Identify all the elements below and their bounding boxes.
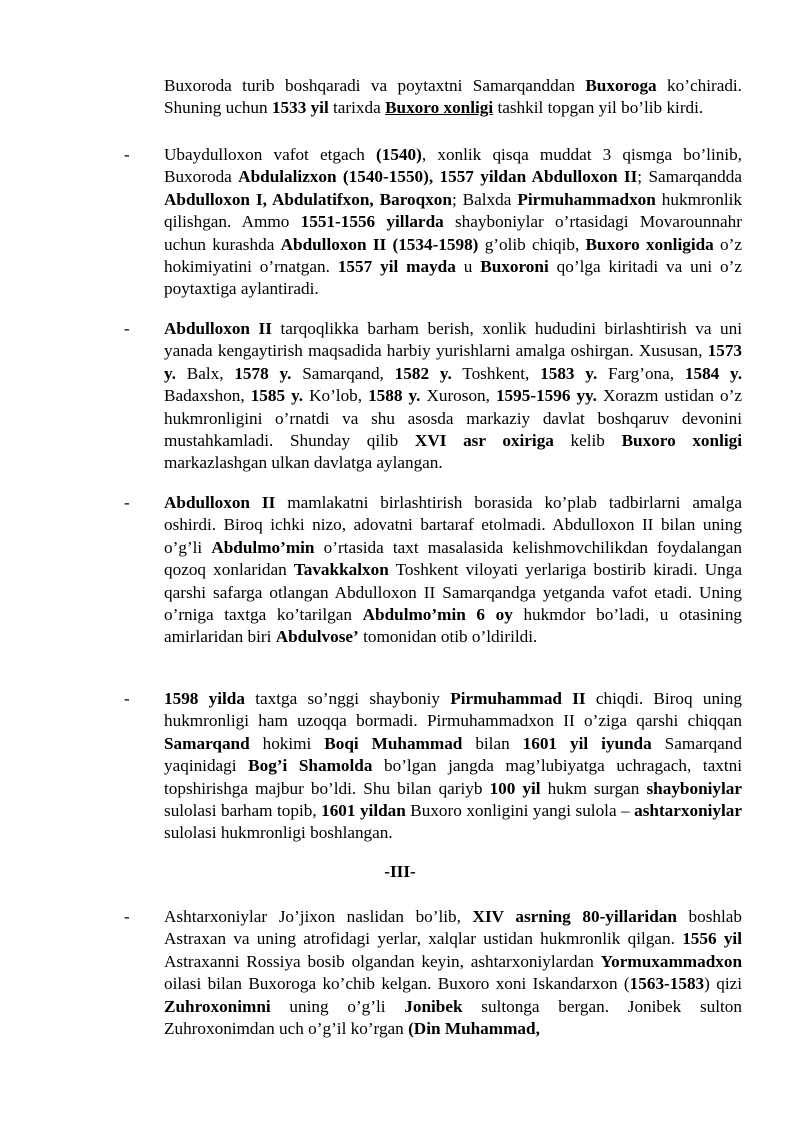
text-run: markazlashgan ulkan davlatga aylangan. (164, 453, 443, 473)
text-run: Buxoro xonligini yangi sulola – (405, 801, 635, 821)
list-bullet: - (124, 907, 130, 926)
text-run: , xonlik qisqa muddat 3 qismga bo’linib, Buxoroda (164, 145, 742, 187)
list-item-3 (164, 492, 742, 649)
list-item-1 (164, 144, 742, 301)
bold-text-run: Yormuxammadxon (600, 951, 742, 971)
bold-text-run: Buxoro xonligi (621, 431, 742, 451)
list-item-2 (164, 318, 742, 475)
text-run: Toshkent viloyati yerlariga bostirib kiradi. Unga qarshi safarga otlangan Abdulloxon II Samarqandga yetganda vafot etadi. Uning o’rniga taxtga ko’tarilgan (164, 560, 742, 625)
bold-text-run: Abdulloxon II (164, 319, 272, 338)
bold-text-run: (1540) (376, 145, 422, 164)
bold-text-run: Tavakkalxon (293, 560, 389, 580)
bold-text-run: Abdulvose’ (275, 627, 359, 647)
bold-text-run: 1584 y. (684, 363, 742, 383)
list-bullet: - (124, 493, 130, 512)
text-run: tomonidan otib o’ldirildi. (358, 627, 538, 647)
bold-text-run: Buxoro xonligi (385, 98, 494, 118)
bold-text-run: 1573 y. (164, 341, 742, 383)
text-run: bo’lgan jangda mag’lubiyatga uchragach, taxtni topshirishga majbur bo’ldi. Shu bilan qariyb (164, 756, 742, 798)
text-run: oilasi bilan Buxoroga ko’chib kelgan. Buxoro xoni Iskandarxon ( (164, 974, 630, 994)
bold-text-run: 1563-1583 (629, 974, 705, 994)
text-run: Samarqand yaqinidagi (164, 733, 742, 776)
text-run: kelib (553, 431, 622, 451)
bold-text-run: XIV asrning 80-yillaridan (472, 907, 677, 926)
text-run: tarixda (328, 98, 386, 118)
text-run: Xorazm ustidan o’z hukmronligini o’rnatdi va shu asosda markaziy davlat boshqaruv devonini mustahkamladi. Shunday qilib (164, 386, 742, 451)
text-run: tarqoqlikka barham berish, xonlik hududini birlashtirish va uni yanada kengaytirish maqsadida harbiy yurishlarni amalga oshirgan. Xususan, (164, 319, 742, 361)
bold-text-run: Abdulmo’min (211, 537, 315, 557)
text-run: Astraxanni Rossiya bosib olgandan keyin, ashtarxoniylardan (164, 951, 601, 971)
bold-text-run: Jonibek (404, 996, 463, 1016)
text-run: qo’lga kiritadi va uni o’z poytaxtiga aylantiradi. (164, 257, 743, 299)
bold-text-run: shayboniylar (646, 778, 742, 798)
intro-paragraph (164, 75, 742, 120)
bold-text-run: 1595-1596 yy. (495, 386, 597, 406)
bold-text-run: Abdulloxon II (164, 493, 276, 512)
text-run: Xuroson, (420, 386, 496, 406)
bold-text-run: 1578 y. (234, 363, 292, 383)
bold-text-run: Samarqand (164, 733, 250, 753)
text-run: Ubaydulloxon vafot etgach (164, 145, 377, 164)
text-run: sulolasi barham topib, (164, 801, 322, 821)
text-run: chiqdi. Biroq uning hukmronligi ham uzoqqa bormadi. Pirmuhammadxon II o’ziga qarshi chiqqan (164, 689, 742, 731)
bold-text-run: 1583 y. (540, 363, 598, 383)
text-run: Samarqand, (291, 363, 395, 383)
text-run: sulolasi hukmronligi boshlangan. (164, 823, 393, 843)
bold-text-run: Buxoro xonligida (585, 234, 714, 254)
bold-text-run: Pirmuhammad II (450, 689, 586, 708)
underlined-text-run (385, 98, 493, 117)
text-run: uning o’g’li (270, 996, 405, 1016)
text-run: hukmronlik qilishgan. Ammo (164, 189, 742, 232)
text-run: u (455, 257, 481, 277)
text-run: ) qizi (704, 974, 742, 994)
text-run: hukm surgan (540, 778, 647, 798)
text-run: shayboniylar o’rtasidagi Movarounnahr uchun kurashda (164, 212, 742, 254)
text-run: Ashtarxoniylar Jo’jixon naslidan bo’lib, (164, 907, 473, 926)
text-run: o’rtasida taxt masalasida kelishmovchilikdan foydalangan qozoq xonlaridan (164, 537, 743, 580)
text-run: Balx, (175, 363, 235, 383)
text-run: Buxoroda turib boshqaradi va poytaxtni Samarqanddan (164, 76, 586, 95)
bold-text-run: 1585 y. (250, 386, 304, 406)
list-bullet: - (124, 145, 130, 164)
bold-text-run: 100 yil (489, 778, 541, 798)
text-run: Badaxshon, (164, 386, 251, 406)
text-run: taxtga so’nggi shayboniy (244, 689, 451, 708)
bold-text-run: Abdulloxon II (1534-1598) (280, 234, 479, 254)
section-heading: -III- (384, 862, 416, 881)
text-run: boshlab Astraxan va uning atrofidagi yerlar, xalqlar ustidan hukmronlik qilgan. (164, 907, 743, 949)
text-run: ; Balxda (451, 189, 518, 209)
bold-text-run: Abdulloxon I, Abdulatifxon, Baroqxon (164, 189, 452, 209)
text-run: mamlakatni birlashtirish borasida ko’plab tadbirlarni amalga oshirdi. Biroq ichki nizo, adovatni bartaraf etolmadi. Abdulloxon II bilan uning o’g’li (164, 493, 742, 557)
list-bullet: - (124, 689, 130, 708)
text-run: sultonga bergan. Jonibek sulton Zuhroxonimdan uch o’g’il ko’rgan (164, 996, 742, 1039)
text-run: hokimi (249, 733, 325, 753)
text-run: Ko’lob, (303, 386, 369, 406)
text-run: Toshkent, (451, 363, 541, 383)
text-run: tashkil topgan yil bo’lib kirdi. (493, 98, 704, 118)
bold-text-run: (Din Muhammad, (408, 1019, 540, 1039)
list-item-5 (164, 906, 742, 1040)
text-run: Farg’ona, (597, 363, 685, 383)
text-run: g’olib chiqib, (478, 234, 586, 254)
bold-text-run: 1582 y. (394, 363, 452, 383)
bold-text-run: 1601 yildan (321, 801, 406, 821)
text-run: o’z hokimiyatini o’rnatgan. (164, 234, 742, 277)
text-run: ; Samarqandda (637, 167, 742, 187)
list-bullet: - (124, 319, 130, 338)
bold-text-run: Boqi Muhammad (324, 733, 463, 753)
bold-text-run: 1533 yil (271, 98, 329, 118)
bold-text-run: Zuhroxonimni (164, 996, 271, 1016)
bold-text-run: XVI asr oxiriga (414, 431, 554, 451)
bold-text-run: 1556 yil (682, 929, 742, 949)
bold-text-run: Buxoroga (585, 76, 657, 95)
bold-text-run: Abdulmo’min 6 oy (362, 605, 513, 625)
text-run: ko’chiradi. Shuning uchun (164, 76, 742, 118)
bold-text-run: 1601 yil iyunda (522, 733, 652, 753)
bold-text-run: ashtarxoniylar (634, 801, 743, 821)
text-run: hukmdor bo’ladi, u otasining amirlaridan biri (164, 605, 743, 647)
bold-text-run: 1598 yilda (164, 689, 245, 708)
text-run: bilan (462, 733, 523, 753)
bold-text-run: Pirmuhammadxon (517, 189, 656, 209)
bold-text-run: 1557 yil mayda (337, 257, 456, 277)
bold-text-run: 1588 y. (368, 386, 421, 406)
bold-text-run: Buxoroni (480, 257, 549, 277)
bold-text-run: Abdulalizxon (1540-1550), 1557 yildan Abdulloxon II (238, 167, 638, 187)
list-item-4 (164, 688, 742, 845)
bold-text-run: 1551-1556 yillarda (300, 212, 444, 232)
bold-text-run: Bog’i Shamolda (248, 756, 373, 776)
